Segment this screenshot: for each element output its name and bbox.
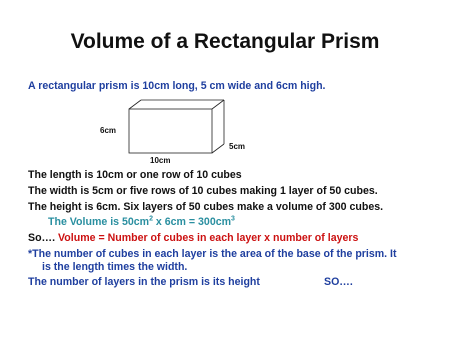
volume-calc-sup-a: 2 bbox=[149, 215, 153, 223]
prism-edge-top-left bbox=[129, 100, 141, 109]
height-line: The height is 6cm. Six layers of 50 cubes make a volume of 300 cubes. bbox=[28, 201, 384, 213]
slide-title: Volume of a Rectangular Prism bbox=[70, 30, 380, 53]
prism-height-label: 6cm bbox=[100, 126, 117, 135]
volume-calc-part-b: x 6cm = 300cm bbox=[152, 216, 232, 228]
layers-so: SO…. bbox=[324, 276, 353, 288]
prism-front-face bbox=[129, 109, 212, 153]
so-prefix: So…. bbox=[28, 232, 56, 244]
length-line: The length is 10cm or one row of 10 cubes bbox=[28, 169, 242, 181]
prism-width-label: 5cm bbox=[229, 142, 246, 151]
prism-edge-top-right bbox=[212, 100, 224, 109]
volume-formula: Volume = Number of cubes in each layer x number of layers bbox=[58, 232, 359, 244]
prism-edge-bottom-right bbox=[212, 144, 224, 153]
intro-text: A rectangular prism is 10cm long, 5 cm wide and 6cm high. bbox=[28, 80, 326, 92]
volume-calculation bbox=[48, 216, 235, 228]
volume-calc-part-a: The Volume is 50cm bbox=[48, 216, 150, 228]
note-line-2: is the length times the width. bbox=[42, 261, 188, 273]
volume-calc-sup-b: 3 bbox=[231, 215, 235, 223]
prism-length-label: 10cm bbox=[150, 156, 171, 165]
prism-outline bbox=[129, 100, 224, 153]
layers-line: The number of layers in the prism is its height bbox=[28, 276, 260, 288]
width-line: The width is 5cm or five rows of 10 cubes making 1 layer of 50 cubes. bbox=[28, 185, 378, 197]
note-line-1: *The number of cubes in each layer is the area of the base of the prism. It bbox=[28, 248, 397, 260]
so-formula-line bbox=[28, 232, 358, 244]
